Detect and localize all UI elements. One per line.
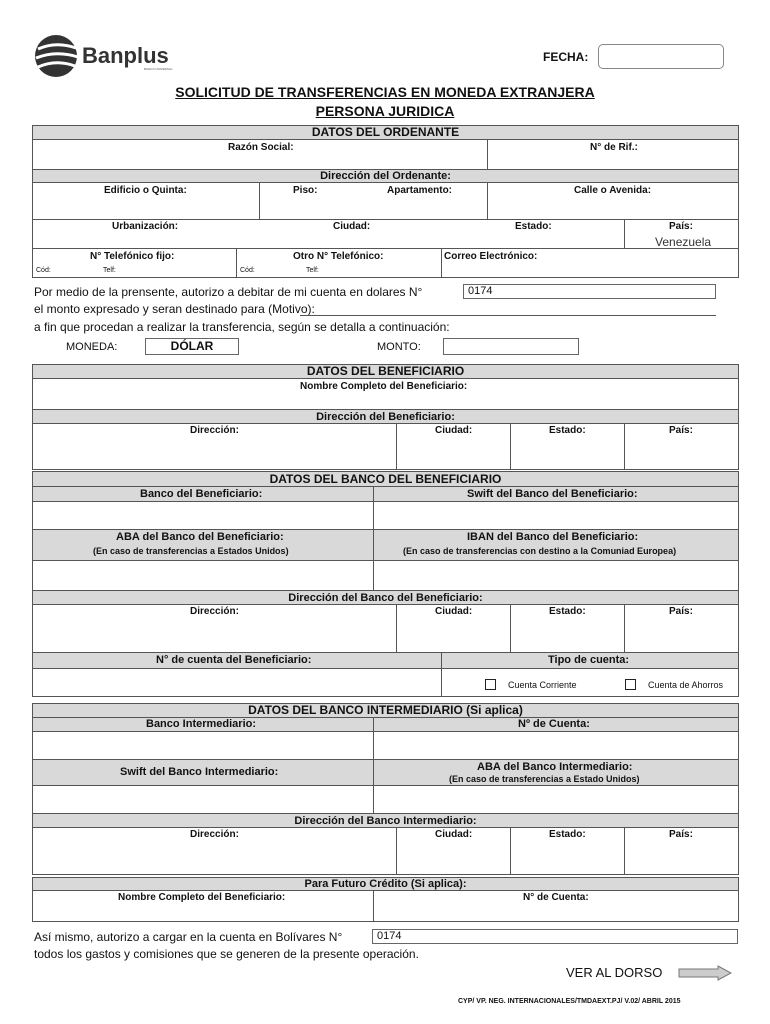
autoriza-line1: Por medio de la prensente, autorizo a debitar de mi cuenta en dolares N° xyxy=(34,285,423,299)
rif-label: N° de Rif.: xyxy=(590,142,638,153)
monto-field[interactable] xyxy=(443,338,579,355)
ncuenta-intermediario-label: Nº de Cuenta: xyxy=(518,718,590,730)
pais-label: País: xyxy=(669,221,693,232)
futuro-nombre-field[interactable] xyxy=(33,904,372,921)
iban-beneficiario-field[interactable] xyxy=(374,561,738,590)
nombre-beneficiario-field[interactable] xyxy=(33,393,738,409)
arrow-right-icon[interactable] xyxy=(678,965,732,981)
cuenta-corriente-checkbox[interactable] xyxy=(485,679,496,690)
form-code: CYP/ VP. NEG. INTERNACIONALES/TMDAEXT.PJ/ V.02/ ABRIL 2015 xyxy=(458,998,681,1005)
razon-social-field[interactable] xyxy=(33,152,486,168)
bolivares-line1: Así mismo, autorizo a cargar en la cuenta en Bolívares N° xyxy=(34,930,343,944)
motivo-field[interactable] xyxy=(300,315,716,316)
bi-pais-label: País: xyxy=(669,829,693,840)
rif-field[interactable] xyxy=(488,152,738,168)
bb-ciudad-label: Ciudad: xyxy=(435,606,473,617)
apartamento-label: Apartamento: xyxy=(387,185,453,196)
correo-label: Correo Electrónico: xyxy=(444,251,538,262)
section-beneficiario: DATOS DEL BENEFICIARIO xyxy=(32,364,739,379)
edificio-label: Edificio o Quinta: xyxy=(104,185,187,196)
cuenta-ahorros-label: Cuenta de Ahorros xyxy=(648,680,724,690)
banco-beneficiario-label: Banco del Beneficiario: xyxy=(140,488,263,500)
piso-label: Piso: xyxy=(293,185,318,196)
bi-ciudad-label: Ciudad: xyxy=(435,829,473,840)
bi-estado-label: Estado: xyxy=(549,829,586,840)
cuenta-dolares-field[interactable]: 0174 xyxy=(463,284,716,299)
estado-label: Estado: xyxy=(515,221,552,232)
cuenta-ahorros-checkbox[interactable] xyxy=(625,679,636,690)
urbanizacion-label: Urbanización: xyxy=(112,221,179,232)
ciudad-label: Ciudad: xyxy=(333,221,371,232)
futuro-ncuenta-field[interactable] xyxy=(374,904,738,921)
bb-pais-label: País: xyxy=(669,606,693,617)
ncuenta-intermediario-field[interactable] xyxy=(374,732,738,759)
moneda-field[interactable]: DÓLAR xyxy=(145,338,239,355)
section-ordenante: DATOS DEL ORDENANTE xyxy=(32,125,739,140)
autoriza-line2: el monto expresado y seran destinado para (Motivo): xyxy=(34,302,315,316)
telefono-fijo-label: N° Telefónico fijo: xyxy=(90,251,175,262)
bb-direccion-label: Dirección: xyxy=(190,606,239,617)
banco-beneficiario-field[interactable] xyxy=(33,502,372,529)
cod-label-2: Cód: xyxy=(240,267,255,274)
nombre-beneficiario-label: Nombre Completo del Beneficiario: xyxy=(300,381,468,392)
bb-estado-label: Estado: xyxy=(549,606,586,617)
otro-telefono-label: Otro N° Telefónico: xyxy=(293,251,384,262)
section-intermediario: DATOS DEL BANCO INTERMEDIARIO (Si aplica) xyxy=(32,703,739,718)
monto-label: MONTO: xyxy=(377,341,421,353)
swift-intermediario-label: Swift del Banco Intermediario: xyxy=(120,766,279,778)
brand-name: Banplus xyxy=(82,43,169,68)
globe-icon xyxy=(32,33,82,79)
dir-banco-beneficiario-title: Dirección del Banco del Beneficiario: xyxy=(32,590,739,605)
benef-ciudad-label: Ciudad: xyxy=(435,425,473,436)
iban-beneficiario-label: IBAN del Banco del Beneficiario: xyxy=(467,531,639,543)
benef-pais-label: País: xyxy=(669,425,693,436)
telf-label-2: Telf: xyxy=(306,267,319,274)
section-futuro-credito: Para Futuro Crédito (Si aplica): xyxy=(32,877,739,891)
ver-al-dorso-label: VER AL DORSO xyxy=(566,965,663,980)
autoriza-line3: a fin que procedan a realizar la transferencia, según se detalla a continuación: xyxy=(34,320,450,334)
fecha-label: FECHA: xyxy=(543,50,589,64)
form-title: SOLICITUD DE TRANSFERENCIAS EN MONEDA EXTRANJERA xyxy=(175,84,595,100)
moneda-label: MONEDA: xyxy=(66,341,118,353)
swift-beneficiario-field[interactable] xyxy=(374,502,738,529)
aba-intermediario-label: ABA del Banco Intermediario: xyxy=(477,761,633,773)
swift-beneficiario-label: Swift del Banco del Beneficiario: xyxy=(467,488,638,500)
banco-intermediario-label: Banco Intermediario: xyxy=(146,718,257,730)
swift-intermediario-field[interactable] xyxy=(33,786,372,813)
cuenta-corriente-label: Cuenta Corriente xyxy=(508,680,577,690)
bolivares-line2: todos los gastos y comisiones que se generen de la presente operación. xyxy=(34,947,419,961)
razon-social-label: Razón Social: xyxy=(228,142,294,153)
aba-beneficiario-sub: (En caso de transferencias a Estados Unidos) xyxy=(93,546,289,556)
aba-intermediario-sub: (En caso de transferencias a Estado Unidos) xyxy=(449,774,640,784)
calle-label: Calle o Avenida: xyxy=(574,185,652,196)
ncuenta-beneficiario-field[interactable] xyxy=(33,669,440,696)
banplus-logo xyxy=(32,33,182,79)
benef-estado-label: Estado: xyxy=(549,425,586,436)
pais-value[interactable]: Venezuela xyxy=(655,235,712,249)
dir-ordenante-title: Dirección del Ordenante: xyxy=(32,169,739,183)
benef-direccion-label: Dirección: xyxy=(190,425,239,436)
form-subtitle: PERSONA JURIDICA xyxy=(315,103,455,119)
aba-beneficiario-label: ABA del Banco del Beneficiario: xyxy=(116,531,284,543)
dir-intermediario-title: Dirección del Banco Intermediario: xyxy=(32,813,739,828)
futuro-ncuenta-label: N° de Cuenta: xyxy=(523,892,589,903)
section-banco-beneficiario: DATOS DEL BANCO DEL BENEFICIARIO xyxy=(32,471,739,487)
brand-subtitle: BANCO UNIVERSAL xyxy=(144,67,173,71)
cod-label-1: Cód: xyxy=(36,267,51,274)
iban-beneficiario-sub: (En caso de transferencias con destino a la Comuniad Europea) xyxy=(403,546,677,556)
banco-intermediario-field[interactable] xyxy=(33,732,372,759)
tipo-cuenta-label: Tipo de cuenta: xyxy=(548,654,630,666)
ncuenta-beneficiario-label: N° de cuenta del Beneficiario: xyxy=(156,654,312,666)
telf-label-1: Telf: xyxy=(103,267,116,274)
fecha-field[interactable] xyxy=(598,44,724,69)
aba-beneficiario-field[interactable] xyxy=(33,561,372,590)
dir-beneficiario-title: Dirección del Beneficiario: xyxy=(32,409,739,424)
cuenta-bolivares-field[interactable]: 0174 xyxy=(372,929,738,944)
futuro-nombre-label: Nombre Completo del Beneficiario: xyxy=(118,892,286,903)
aba-intermediario-field[interactable] xyxy=(374,786,738,813)
bi-direccion-label: Dirección: xyxy=(190,829,239,840)
